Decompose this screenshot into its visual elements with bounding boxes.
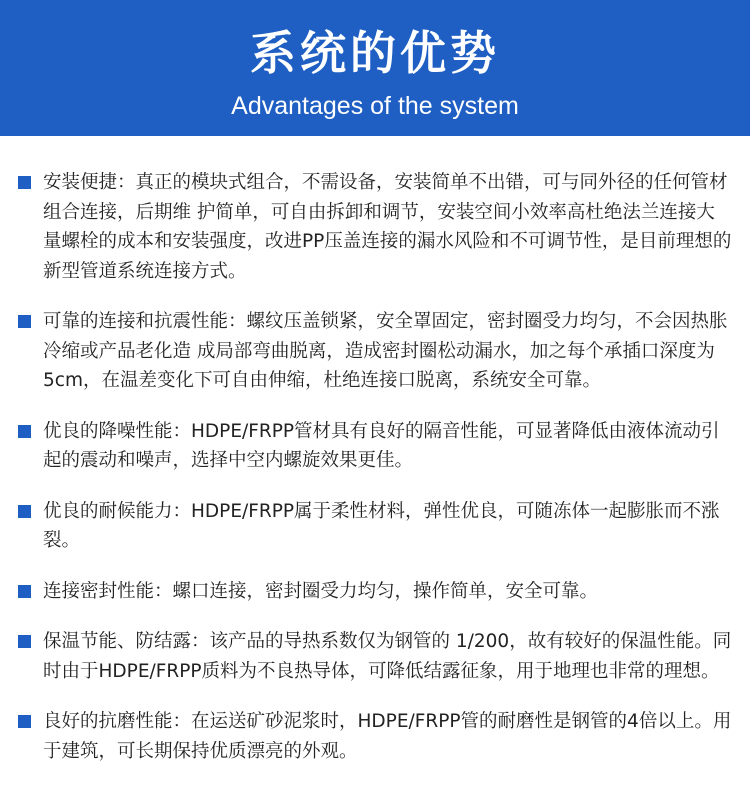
list-item-text: 保温节能、防结露：该产品的导热系数仅为钢管的 1/200，故有较好的保温性能。同时由于HDPE/FRPP质料为不良热导体，可降低结露征象，用于地理也非常的理想。 <box>43 631 732 682</box>
list-item-text: 优良的降噪性能：HDPE/FRPP管材具有良好的隔音性能，可显著降低由液体流动引起的震动和噪声，选择中空内螺旋效果更佳。 <box>43 420 720 471</box>
list-item-text: 可靠的连接和抗震性能：螺纹压盖锁紧，安全罩固定，密封圈受力均匀，不会因热胀冷缩或产品老化造 成局部弯曲脱离，造成密封圈松动漏水，加之每个承插口深度为5cm，在温差变化下可自由伸缩，杜绝连接口脱离，系统安全可靠。 <box>43 311 728 391</box>
list-item-text: 连接密封性能：螺口连接，密封圈受力均匀，操作简单，安全可靠。 <box>43 580 599 602</box>
square-bullet-icon <box>18 176 31 189</box>
list-item <box>18 707 732 766</box>
list-item-text: 优良的耐候能力：HDPE/FRPP属于柔性材料，弹性优良，可随冻体一起膨胀而不涨裂。 <box>43 500 720 551</box>
square-bullet-icon <box>18 315 31 328</box>
square-bullet-icon <box>18 425 31 438</box>
list-item <box>18 627 732 686</box>
list-item <box>18 577 732 607</box>
square-bullet-icon <box>18 635 31 648</box>
square-bullet-icon <box>18 505 31 518</box>
list-item <box>18 497 732 556</box>
list-item <box>18 417 732 476</box>
header-banner <box>0 0 750 136</box>
square-bullet-icon <box>18 585 31 598</box>
advantages-list <box>0 136 750 766</box>
list-item-text: 安装便捷：真正的模块式组合，不需设备，安装简单不出错，可与同外径的任何管材组合连接，后期维 护简单，可自由拆卸和调节，安装空间小效率高杜绝法兰连接大量螺栓的成本和安装强度，改进PP压盖连接的漏水风险和不可调节性，是目前理想的新型管道系统连接方式。 <box>43 172 732 282</box>
page-title: 系统的优势 <box>250 26 500 80</box>
square-bullet-icon <box>18 715 31 728</box>
list-item <box>18 168 732 286</box>
list-item <box>18 307 732 396</box>
page-subtitle: Advantages of the system <box>231 92 519 120</box>
list-item-text: 良好的抗磨性能：在运送矿砂泥浆时，HDPE/FRPP管的耐磨性是钢管的4倍以上。用于建筑，可长期保持优质漂亮的外观。 <box>43 711 732 762</box>
